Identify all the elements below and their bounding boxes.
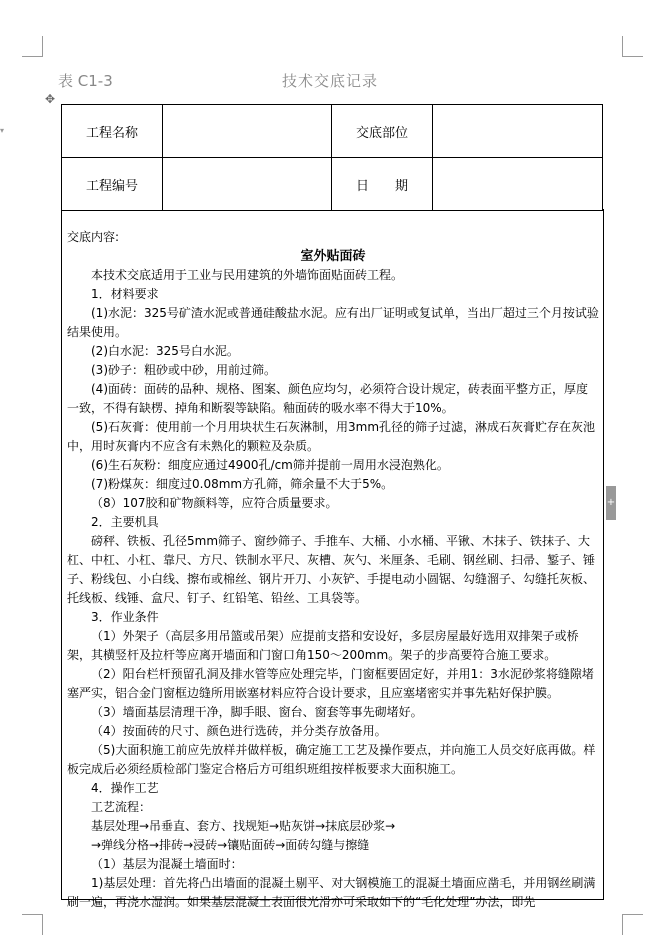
content-paragraph: (6)生石灰粉：细度应通过4900孔/cm筛并提前一周用水浸泡熟化。 [91, 458, 449, 472]
content-paragraph: 本技术交底适用于工业与民用建筑的外墙饰面贴面砖工程。 [91, 268, 404, 282]
content-body [67, 228, 599, 912]
content-box[interactable] [61, 209, 604, 909]
side-panel-toggle[interactable]: + [606, 486, 616, 520]
crop-mark-top-left [22, 36, 43, 57]
content-paragraph: 工艺流程： [91, 800, 152, 814]
date-label: 日 期 [332, 158, 433, 211]
location-label: 交底部位 [332, 105, 433, 158]
project-no-label: 工程编号 [62, 158, 163, 211]
content-paragraph: 2．主要机具 [91, 515, 159, 529]
content-paragraph: 3．作业条件 [91, 610, 159, 624]
content-paragraph: （1）外架子（高层多用吊篮或吊架）应提前支搭和安设好，多层房屋最好选用双排架子或桥架，其横竖杆及拉杆等应离开墙面和门窗口角150～200mm。架子的步高要符合施工要求。 [67, 629, 579, 662]
project-name-value[interactable] [163, 105, 332, 158]
content-paragraph: （8）107胶和矿物颜料等，应符合质量要求。 [91, 496, 338, 510]
content-paragraph: （2）阳台栏杆预留孔洞及排水管等应处理完毕，门窗框要固定好，并用1：3水泥砂浆将缝隙堵塞严实，铝合金门窗框边缝所用嵌塞材料应符合设计要求，且应塞堵密实并事先粘好保护膜。 [67, 667, 594, 700]
content-paragraph: 磅秤、铁板、孔径5mm筛子、窗纱筛子、手推车、大桶、小水桶、平锹、木抹子、铁抹子、大杠、中杠、小杠、靠尺、方尺、铁制水平尺、灰槽、灰勺、米厘条、毛刷、钢丝刷、扫帚、錾子、锤子、粉线包、小白线、擦布或棉丝、钢片开刀、小灰铲、手提电动小圆锯、勾缝溜子、勾缝托灰板、托线板、线锤、盒尺、钉子、红铅笔、铅丝、工具袋等。 [67, 534, 596, 605]
location-value[interactable] [433, 105, 603, 158]
content-paragraph: (5)石灰膏：使用前一个月用块状生石灰淋制，用3mm孔径的筛子过滤，淋成石灰膏贮存在灰池中，用时灰膏内不应含有未熟化的颗粒及杂质。 [67, 420, 596, 453]
content-paragraph: (3)砂子：粗砂或中砂，用前过筛。 [91, 363, 276, 377]
table-row [62, 105, 603, 158]
project-name-label: 工程名称 [62, 105, 163, 158]
content-paragraph: （4）按面砖的尺寸、颜色进行选砖，并分类存放备用。 [91, 724, 387, 738]
document-title: 技术交底记录 [282, 72, 379, 90]
crop-mark-top-right [622, 36, 643, 57]
content-paragraph: （3）墙面基层清理干净，脚手眼、窗台、窗套等事先砌堵好。 [91, 705, 423, 719]
content-paragraph: （1）基层为混凝土墙面时： [91, 857, 243, 871]
content-paragraph: (4)面砖：面砖的品种、规格、图案、颜色应均匀，必须符合设计规定，砖表面平整方正，厚度一致，不得有缺楞、掉角和断裂等缺陷。釉面砖的吸水率不得大于10%。 [67, 382, 589, 415]
content-paragraph: 4．操作工艺 [91, 781, 159, 795]
crop-mark-bottom-left [22, 914, 43, 935]
content-paragraph: （5)大面积施工前应先放样并做样板，确定施工工艺及操作要点，并向施工人员交好底再做。样板完成后必须经质检部门鉴定合格后方可组织班组按样板要求大面积施工。 [67, 743, 596, 776]
content-paragraph: 1．材料要求 [91, 287, 159, 301]
project-no-value[interactable] [163, 158, 332, 211]
content-paragraph: (7)粉煤灰：细度过0.08mm方孔筛，筛余量不大于5%。 [91, 477, 394, 491]
content-paragraph: →弹线分格→排砖→浸砖→镶贴面砖→面砖勾缝与擦缝 [91, 838, 370, 852]
content-paragraph: 基层处理→吊垂直、套方、找规矩→贴灰饼→抹底层砂浆→ [91, 819, 396, 833]
margin-arrow-icon: ▾ [0, 126, 5, 135]
section-title: 室外贴面砖 [300, 249, 366, 264]
table-move-handle-icon[interactable]: ✥ [45, 92, 56, 106]
form-code: 表 C1-3 [58, 72, 113, 90]
crop-mark-bottom-right [622, 914, 643, 935]
content-paragraph: (2)白水泥：325号白水泥。 [91, 344, 239, 358]
header-table [61, 104, 603, 211]
content-paragraph: 1)基层处理：首先将凸出墙面的混凝土剔平、对大钢模施工的混凝土墙面应凿毛，并用钢丝刷满刷一遍，再浇水湿润。如果基层混凝土表面很光滑亦可采取如下的“毛化处理”办法，即先 [67, 876, 596, 909]
content-paragraph: (1)水泥：325号矿渣水泥或普通硅酸盐水泥。应有出厂证明或复试单，当出厂超过三个月按试验结果使用。 [67, 306, 599, 339]
date-value[interactable] [433, 158, 603, 211]
table-row [62, 158, 603, 211]
content-label: 交底内容: [67, 230, 120, 244]
